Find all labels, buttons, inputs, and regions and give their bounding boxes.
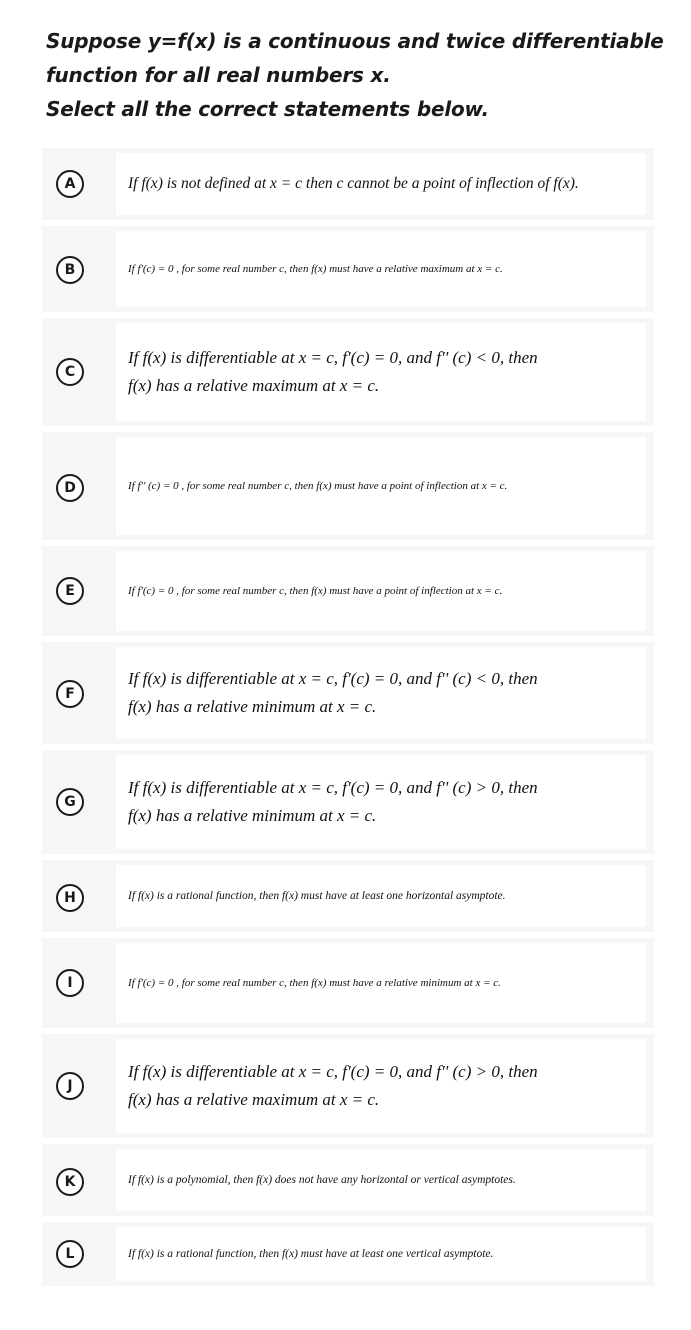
option-c[interactable]: [42, 318, 654, 426]
question-line: function for all real numbers x.: [46, 63, 391, 87]
option-i[interactable]: [42, 938, 654, 1028]
option-j[interactable]: [42, 1034, 654, 1138]
option-f[interactable]: [42, 642, 654, 744]
option-f-line: If f(x) is differentiable at x = c, f'(c) = 0, and f'' (c) < 0, then: [128, 669, 538, 688]
option-e-text: If f'(c) = 0 , for some real number c, then f(x) must have a point of inflection at x = c.: [116, 551, 646, 631]
option-e-letter-badge[interactable]: E: [56, 577, 84, 605]
option-d-text: If f'' (c) = 0 , for some real number c, then f(x) must have a point of inflection at x = c.: [116, 437, 646, 535]
option-l[interactable]: [42, 1222, 654, 1286]
option-d[interactable]: [42, 432, 654, 540]
option-a-letter-badge[interactable]: A: [56, 170, 84, 198]
question-line: Select all the correct statements below.: [46, 97, 489, 121]
option-j-line: If f(x) is differentiable at x = c, f'(c) = 0, and f'' (c) > 0, then: [128, 1062, 538, 1081]
option-j-text: [116, 1039, 646, 1133]
option-f-line: f(x) has a relative minimum at x = c.: [128, 697, 377, 716]
option-g[interactable]: [42, 750, 654, 854]
option-c-letter-badge[interactable]: C: [56, 358, 84, 386]
option-k[interactable]: [42, 1144, 654, 1216]
option-i-letter-badge[interactable]: I: [56, 969, 84, 997]
question-line: Suppose y=f(x) is a continuous and twice differentiable: [46, 29, 664, 53]
option-h-letter-badge[interactable]: H: [56, 884, 84, 912]
option-g-letter-badge[interactable]: G: [56, 788, 84, 816]
option-b[interactable]: [42, 226, 654, 312]
option-j-letter-badge[interactable]: J: [56, 1072, 84, 1100]
option-d-letter-badge[interactable]: D: [56, 474, 84, 502]
option-e[interactable]: [42, 546, 654, 636]
option-h[interactable]: [42, 860, 654, 932]
question-prompt: [46, 24, 666, 126]
option-j-line: f(x) has a relative maximum at x = c.: [128, 1090, 380, 1109]
option-l-text: If f(x) is a rational function, then f(x) must have at least one vertical asymptote.: [116, 1227, 646, 1281]
option-g-line: If f(x) is differentiable at x = c, f'(c) = 0, and f'' (c) > 0, then: [128, 778, 538, 797]
option-i-text: If f'(c) = 0 , for some real number c, then f(x) must have a relative minimum at x = c.: [116, 943, 646, 1023]
option-l-letter-badge[interactable]: L: [56, 1240, 84, 1268]
option-c-text: [116, 323, 646, 421]
option-b-text: If f'(c) = 0 , for some real number c, then f(x) must have a relative maximum at x = c.: [116, 231, 646, 307]
option-a[interactable]: [42, 148, 654, 220]
option-c-line: If f(x) is differentiable at x = c, f'(c) = 0, and f'' (c) < 0, then: [128, 348, 538, 367]
option-h-text: If f(x) is a rational function, then f(x) must have at least one horizontal asymptote.: [116, 865, 646, 927]
option-g-text: [116, 755, 646, 849]
option-f-letter-badge[interactable]: F: [56, 680, 84, 708]
option-k-text: If f(x) is a polynomial, then f(x) does not have any horizontal or vertical asymptotes.: [116, 1149, 646, 1211]
option-g-line: f(x) has a relative minimum at x = c.: [128, 806, 377, 825]
option-c-line: f(x) has a relative maximum at x = c.: [128, 376, 380, 395]
option-b-letter-badge[interactable]: B: [56, 256, 84, 284]
option-k-letter-badge[interactable]: K: [56, 1168, 84, 1196]
option-a-text: If f(x) is not defined at x = c then c cannot be a point of inflection of f(x).: [116, 153, 646, 215]
option-f-text: [116, 647, 646, 739]
